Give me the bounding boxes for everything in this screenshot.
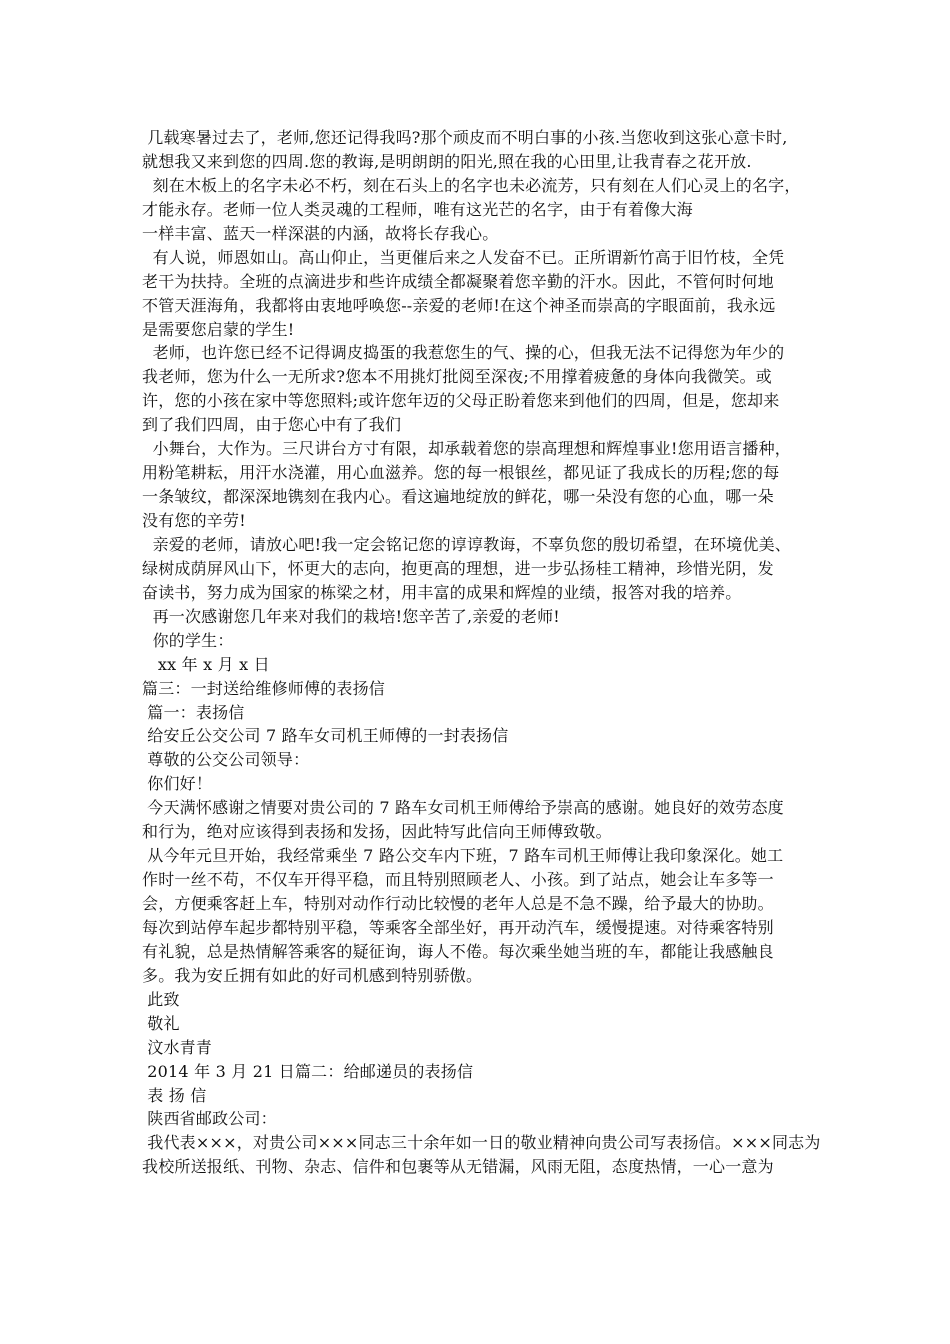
text-line: 到了我们四周，由于您心中有了我们: [142, 415, 402, 435]
text-line: 亲爱的老师，请放心吧!我一定会铭记您的谆谆教诲，不辜负您的殷切希望，在环境优美、: [142, 534, 792, 554]
text-line: 和行为，绝对应该得到表扬和发扬，因此特写此信向王师傅致敬。: [142, 822, 612, 842]
text-line: 刻在木板上的名字未必不朽，刻在石头上的名字也未必流芳，只有刻在人们心灵上的名字，: [142, 175, 801, 195]
text-line: 我老师，您为什么一无所求?您本不用挑灯批阅至深夜;不用撑着疲惫的身体向我微笑。或: [142, 367, 772, 387]
text-line: 有礼貌，总是热情解答乘客的疑征询，诲人不倦。每次乘坐她当班的车，都能让我感触良: [142, 941, 774, 961]
text-line: 老师，也许您已经不记得调皮捣蛋的我惹您生的气、操的心，但我无法不记得您为年少的: [142, 343, 785, 363]
text-line: 你们好！: [142, 774, 213, 794]
text-line: 2014 年 3 月 21 日篇二：给邮递员的表扬信: [142, 1061, 474, 1081]
text-line: 是需要您启蒙的学生!: [142, 319, 295, 339]
text-line: 我代表×××，对贵公司×××同志三十余年如一日的敬业精神向贵公司写表扬信。×××同志为: [142, 1133, 821, 1153]
text-line: 今天满怀感谢之情要对贵公司的 7 路车女司机王师傅给予崇高的感谢。她良好的效劳态度: [142, 798, 784, 818]
text-line: 篇三：一封送给维修师傅的表扬信: [142, 678, 386, 698]
text-line: 多。我为安丘拥有如此的好司机感到特别骄傲。: [142, 965, 483, 985]
text-line: 此致: [142, 989, 180, 1009]
text-line: 许，您的小孩在家中等您照料;或许您年迈的父母正盼着您来到他们的四周，但是，您却来: [142, 391, 780, 411]
text-line: 几载寒暑过去了，老师,您还记得我吗?那个顽皮而不明白事的小孩.当您收到这张心意卡时,: [142, 128, 788, 147]
text-line: 汶水青青: [142, 1037, 213, 1057]
text-line: 会，方便乘客赶上车，特别对动作行动比较慢的老年人总是不急不躁，给予最大的协助。: [142, 894, 774, 913]
text-line: 奋读书，努力成为国家的栋梁之材，用丰富的成果和辉煌的业绩，报答对我的培养。: [142, 582, 742, 602]
text-line: 再一次感谢您几年来对我们的栽培!您辛苦了,亲爱的老师!: [142, 606, 560, 626]
text-line: 有人说，师恩如山。高山仰止，当更催后来之人发奋不已。正所谓新竹高于旧竹枝，全凭: [142, 247, 785, 267]
text-line: 不管天涯海角，我都将由衷地呼唤您--亲爱的老师!在这个神圣而崇高的字眼面前，我永远: [142, 295, 776, 315]
text-line: 每次到站停车起步都特别平稳，等乘客全部坐好，再开动汽车，缓慢提速。对待乘客特别: [142, 917, 774, 937]
text-line: 就想我又来到您的四周.您的教诲,是明朗朗的阳光,照在我的心田里,让我青春之花开放.: [142, 151, 752, 171]
text-line: 给安丘公交公司 7 路车女司机王师傅的一封表扬信: [142, 726, 509, 746]
text-line: 绿树成荫屏风山下，怀更大的志向，抱更高的理想，进一步弘扬桂工精神，珍惜光阴，发: [142, 558, 774, 578]
text-line: 陕西省邮政公司：: [142, 1109, 277, 1129]
text-line: 尊敬的公交公司领导：: [142, 750, 310, 770]
text-line: 你的学生：: [142, 630, 234, 650]
text-line: 没有您的辛劳!: [142, 511, 246, 530]
text-line: 篇一：表扬信: [142, 702, 245, 722]
document-body: [142, 126, 822, 1179]
text-line: 从今年元旦开始，我经常乘坐 7 路公交车内下班，7 路车司机王师傅让我印象深化。她工: [142, 846, 784, 866]
text-line: 表 扬 信: [142, 1085, 207, 1105]
text-line: 小舞台，大作为。三尺讲台方寸有限，却承载着您的崇高理想和辉煌事业!您用语言播种，: [142, 439, 792, 459]
text-line: 用粉笔耕耘，用汗水浇灌，用心血滋养。您的每一根银丝，都见证了我成长的历程;您的每: [142, 463, 780, 483]
text-line: 作时一丝不苟，不仅车开得平稳，而且特别照顾老人、小孩。到了站点，她会让车多等一: [142, 870, 774, 890]
text-line: 老干为扶持。全班的点滴进步和些许成绩全都凝聚着您辛勤的汗水。因此，不管何时何地: [142, 271, 774, 291]
text-line: 我校所送报纸、刊物、杂志、信件和包裹等从无错漏，风雨无阻，态度热情，一心一意为: [142, 1157, 774, 1177]
text-line: 一条皱纹，都深深地镌刻在我内心。看这遍地绽放的鲜花，哪一朵没有您的心血，哪一朵: [142, 487, 774, 507]
text-line: 敬礼: [142, 1013, 180, 1033]
text-line: 才能永存。老师一位人类灵魂的工程师，唯有这光芒的名字，由于有着像大海: [142, 199, 693, 219]
text-line: 一样丰富、蓝天一样深湛的内涵，故将长存我心。: [142, 223, 499, 243]
text-line: xx 年 x 月 x 日: [142, 654, 270, 674]
